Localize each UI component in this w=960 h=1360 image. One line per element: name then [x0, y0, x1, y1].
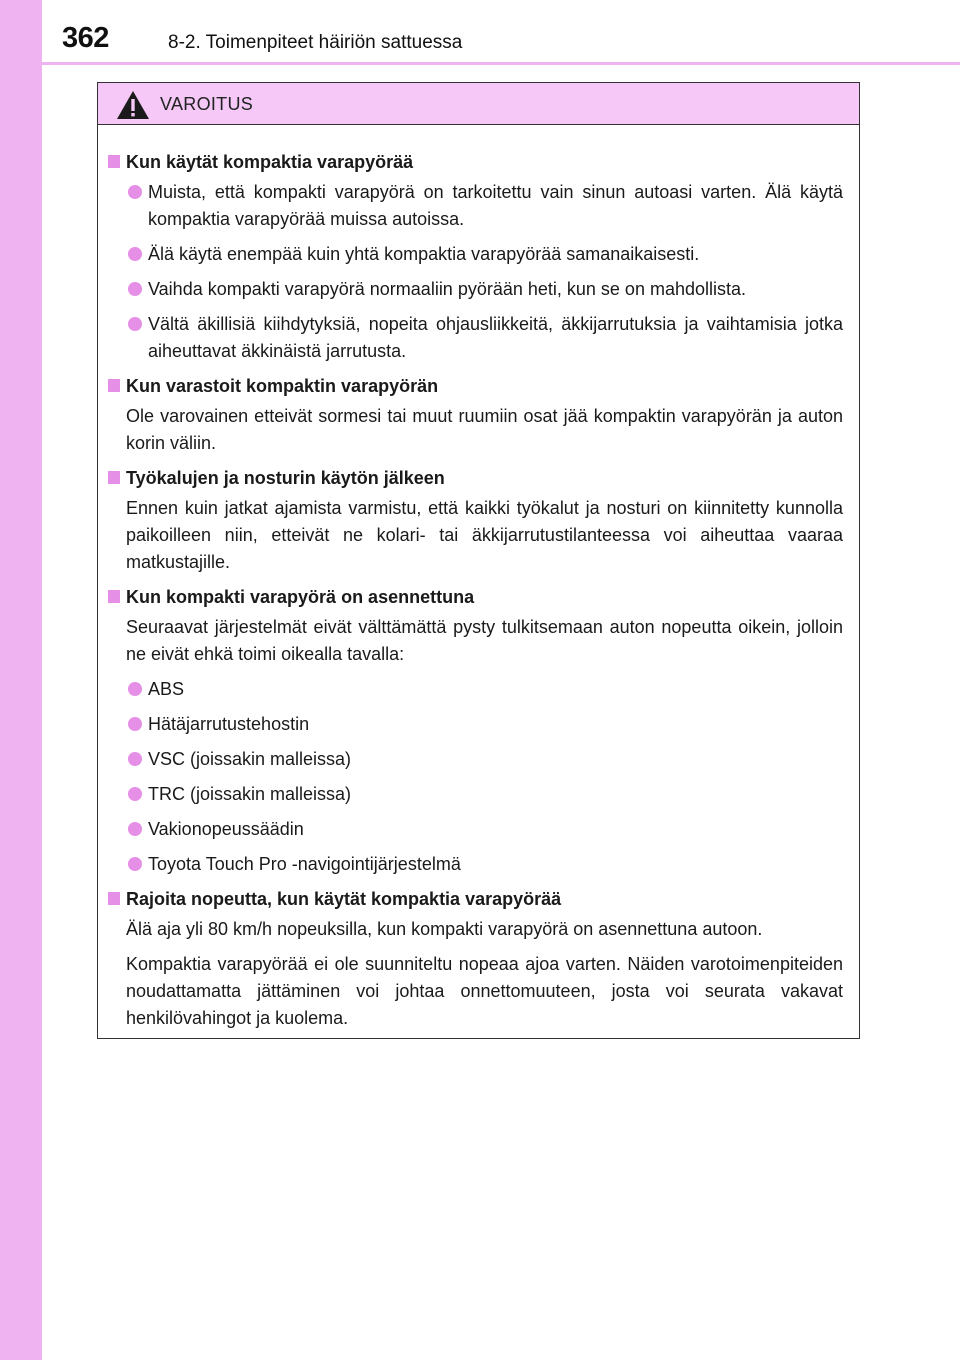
square-bullet-icon	[108, 590, 120, 603]
circle-bullet-icon	[128, 247, 142, 261]
section-heading: Kun kompakti varapyörä on asennettuna	[106, 584, 843, 610]
list-item: VSC (joissakin malleissa)	[106, 746, 843, 773]
circle-bullet-icon	[128, 752, 142, 766]
circle-bullet-icon	[128, 317, 142, 331]
section-heading: Kun varastoit kompaktin varapyörän	[106, 373, 843, 399]
section-heading: Rajoita nopeutta, kun käytät kompaktia varapyörää	[106, 886, 843, 912]
square-bullet-icon	[108, 379, 120, 392]
section-title: 8-2. Toimenpiteet häiriön sattuessa	[168, 32, 463, 53]
page-number: 362	[62, 22, 109, 54]
paragraph: Kompaktia varapyörää ei ole suunniteltu nopeaa ajoa varten. Näiden varotoimenpiteiden noudattamatta jättäminen voi johtaa onnettomuuteen, josta voi seurata vakavat henkilövahingot ja kuolema.	[126, 954, 843, 1028]
circle-bullet-icon	[128, 185, 142, 199]
side-stripe	[0, 0, 42, 1360]
header-rule	[42, 62, 960, 65]
list-item: Muista, että kompakti varapyörä on tarkoitettu vain sinun autoasi varten. Älä käytä kompaktia varapyörää muissa autoissa.	[106, 179, 843, 233]
warning-header	[98, 83, 859, 125]
square-bullet-icon	[108, 892, 120, 905]
list-item: Vakionopeussäädin	[106, 816, 843, 843]
list-item: TRC (joissakin malleissa)	[106, 781, 843, 808]
paragraph: Ole varovainen etteivät sormesi tai muut ruumiin osat jää kompaktin varapyörän ja auton korin väliin.	[126, 406, 843, 453]
circle-bullet-icon	[128, 682, 142, 696]
warning-box	[97, 82, 860, 1039]
warning-content	[98, 149, 859, 1040]
circle-bullet-icon	[128, 717, 142, 731]
section-heading: Kun käytät kompaktia varapyörää	[106, 149, 843, 175]
list-item: Toyota Touch Pro -navigointijärjestelmä	[106, 851, 843, 878]
list-item: ABS	[106, 676, 843, 703]
list-item: Vaihda kompakti varapyörä normaaliin pyörään heti, kun se on mahdollista.	[106, 276, 843, 303]
paragraph: Ennen kuin jatkat ajamista varmistu, että kaikki työkalut ja nosturi on kiinnitetty kunnolla paikoilleen niin, etteivät ne kolari- tai äkkijarrutustilanteessa voi aiheuttaa vaaraa matkustajille.	[126, 498, 843, 572]
circle-bullet-icon	[128, 787, 142, 801]
paragraph: Seuraavat järjestelmät eivät välttämättä pysty tulkitsemaan auton nopeutta oikein, jolloin ne eivät ehkä toimi oikealla tavalla:	[126, 617, 843, 664]
warning-triangle-icon	[116, 90, 150, 120]
paragraph: Älä aja yli 80 km/h nopeuksilla, kun kompakti varapyörä on asennettuna autoon.	[126, 919, 763, 939]
list-item: Vältä äkillisiä kiihdytyksiä, nopeita ohjausliikkeitä, äkkijarrutuksia ja vaihtamisia jotka aiheuttavat äkkinäistä jarrutusta.	[106, 311, 843, 365]
circle-bullet-icon	[128, 857, 142, 871]
square-bullet-icon	[108, 471, 120, 484]
warning-label: VAROITUS	[160, 94, 254, 114]
circle-bullet-icon	[128, 822, 142, 836]
circle-bullet-icon	[128, 282, 142, 296]
section-heading: Työkalujen ja nosturin käytön jälkeen	[106, 465, 843, 491]
list-item: Hätäjarrutustehostin	[106, 711, 843, 738]
square-bullet-icon	[108, 155, 120, 168]
list-item: Älä käytä enempää kuin yhtä kompaktia varapyörää samanaikaisesti.	[106, 241, 843, 268]
